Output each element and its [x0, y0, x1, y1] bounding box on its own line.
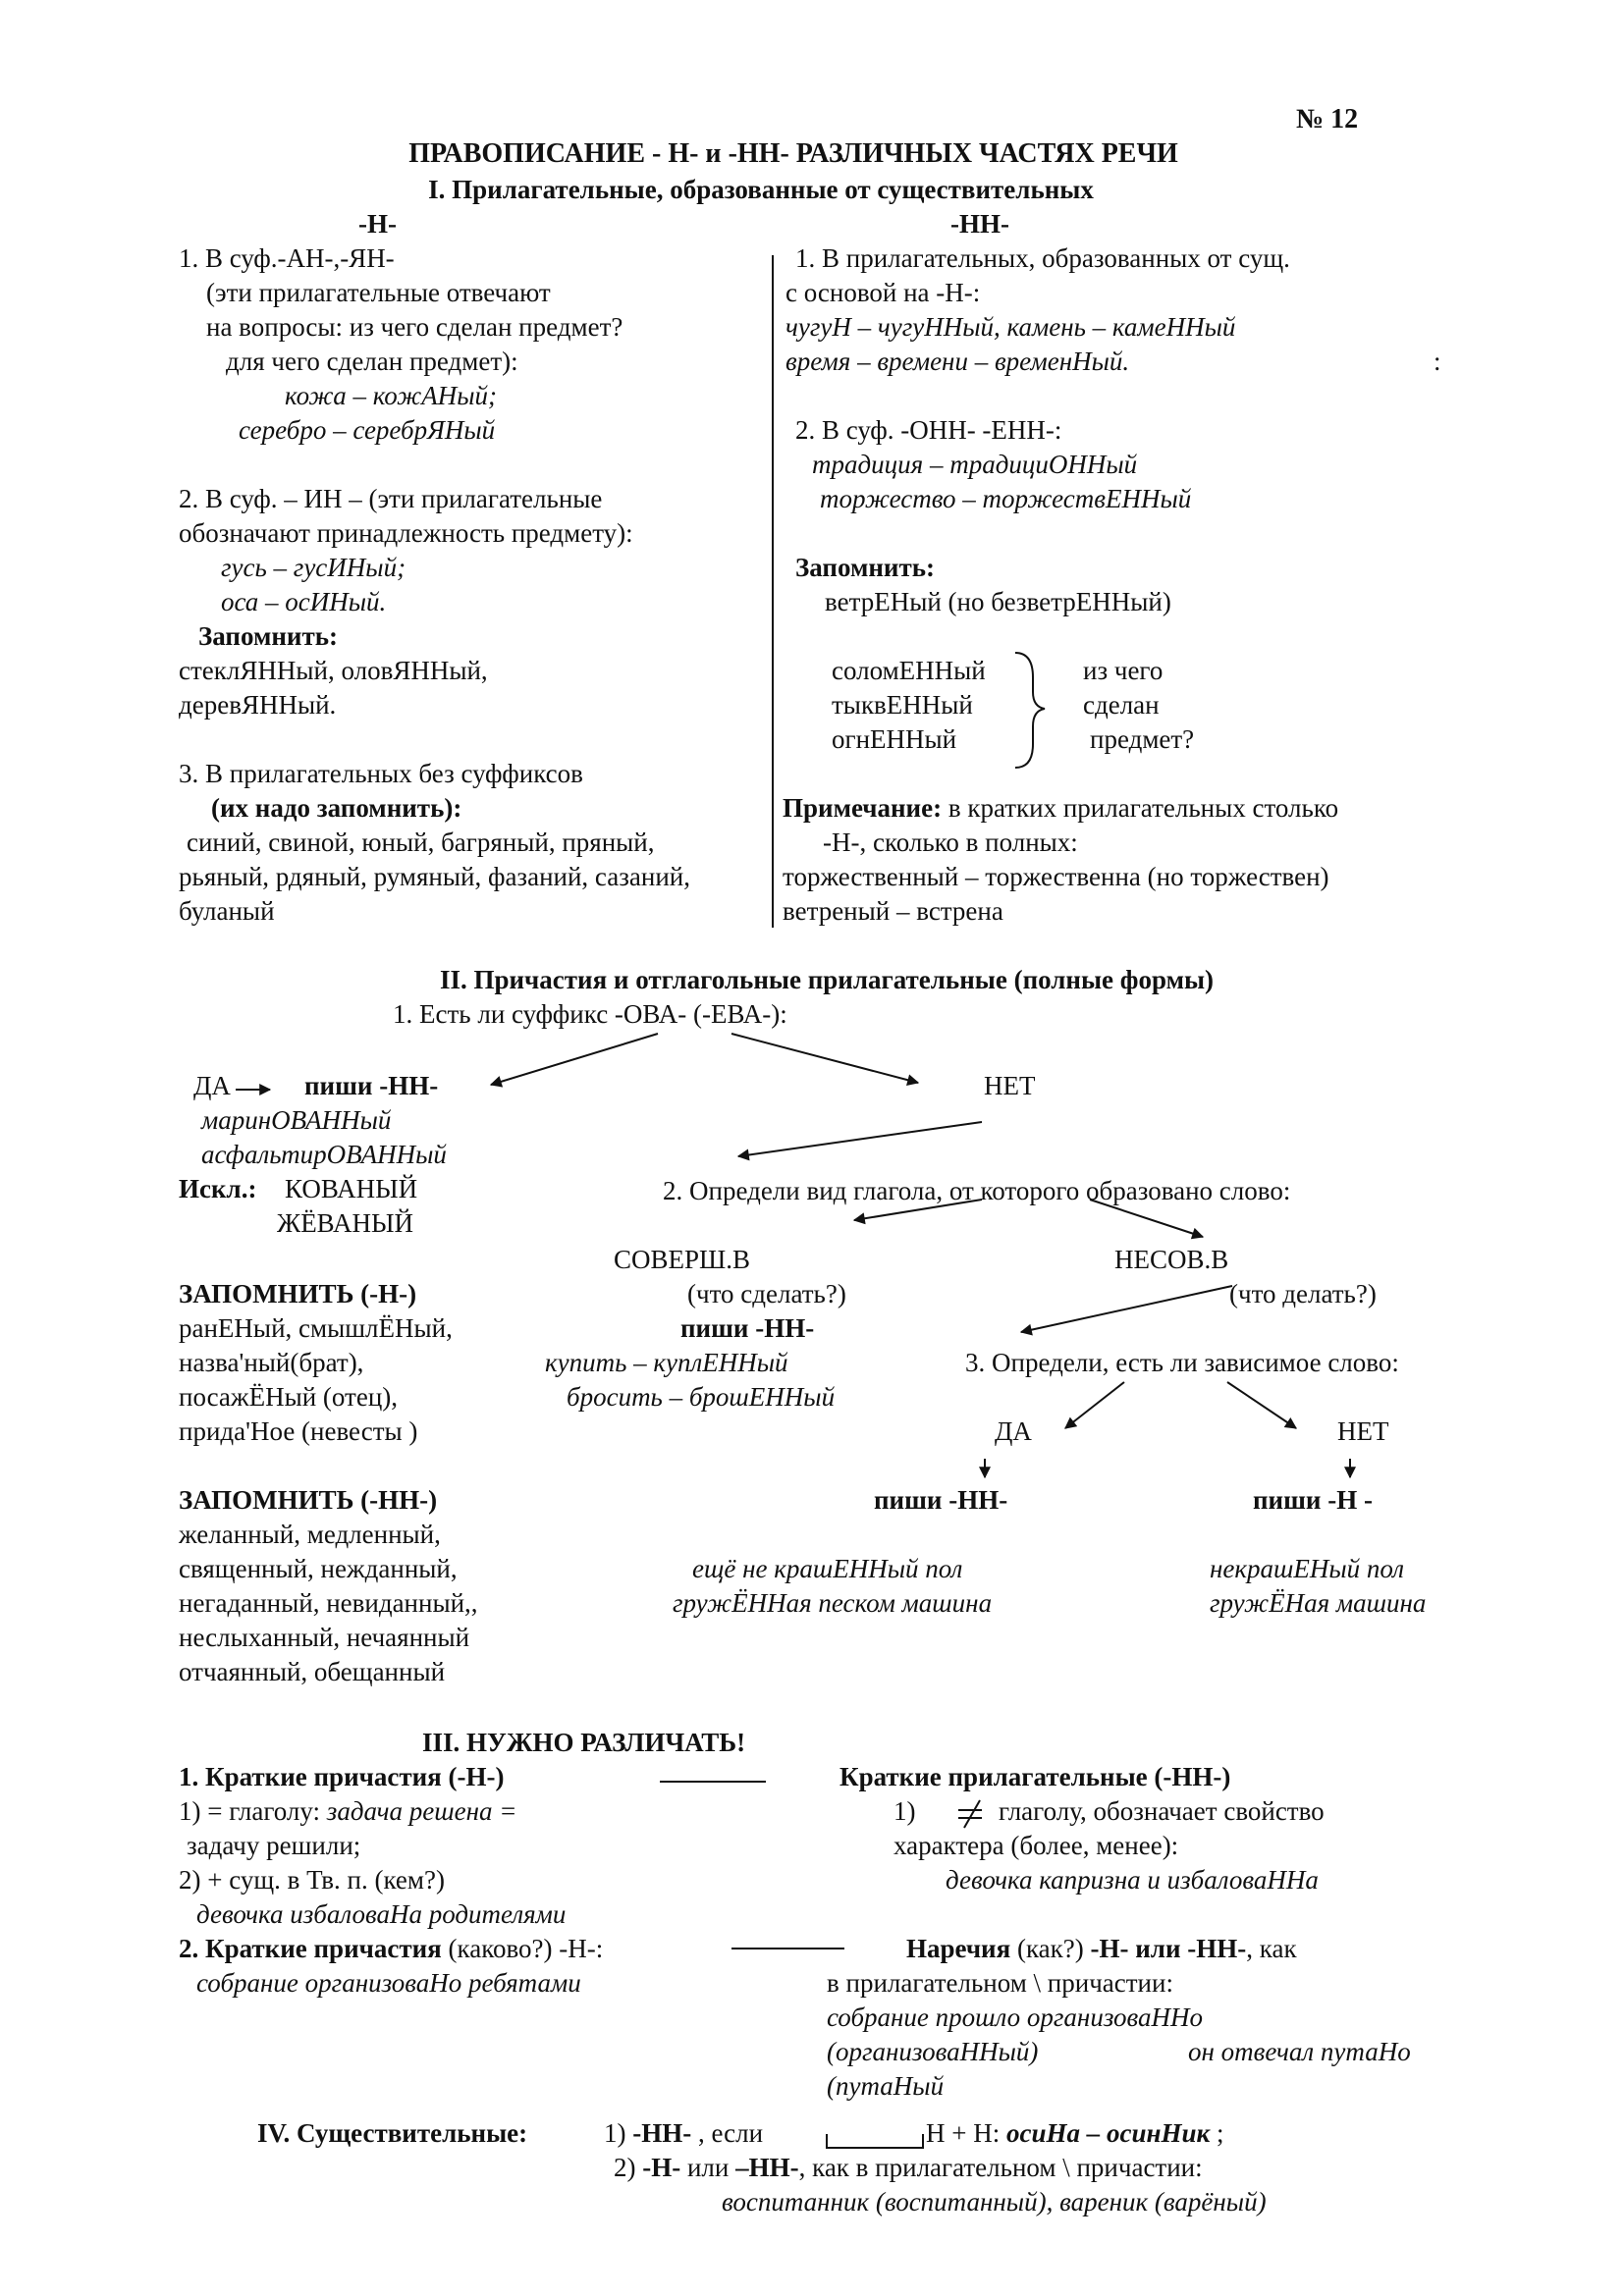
root-bracket-icon: [827, 2134, 923, 2148]
ova-example: маринОВАННый: [201, 1105, 392, 1135]
remember-n-item: ранЕНый, смышлЁНый,: [179, 1313, 453, 1343]
perfective-question: (что сделать?): [687, 1279, 846, 1308]
brace-word: соломЕННый: [832, 656, 986, 685]
note-line: [783, 795, 1338, 822]
adverb-example: (организоваННый): [827, 2037, 1039, 2066]
arrow-no-to-q2: [738, 1122, 982, 1156]
short-adjectives-title: Краткие прилагательные (-НН-): [839, 1762, 1231, 1791]
adverb-example: (путаНый: [827, 2071, 945, 2101]
section-2-heading: II. Причастия и отглагольные прилагательные (полные формы): [439, 965, 1215, 994]
sp-line: 1) = глаголу: задача решена =: [179, 1796, 517, 1826]
left-line: рьяный, рдяный, румяный, фазаний, сазаний,: [179, 862, 690, 891]
remember-nn-item: отчаянный, обещанный: [179, 1657, 446, 1686]
right-line: торжественный – торжественна (но торжествен): [783, 862, 1329, 891]
sp-line: 2) + сущ. в Тв. п. (кем?): [179, 1865, 445, 1895]
exception-word: КОВАНЫЙ: [285, 1174, 418, 1203]
brace-note: сделан: [1083, 690, 1160, 720]
brace-note: из чего: [1083, 656, 1164, 685]
right-example: чугуН – чугуННый, камень – камеННый: [785, 312, 1236, 342]
adverbs-title: Наречия (как?) -Н- или -НН-, как: [906, 1934, 1297, 1963]
remember-n-item: назва'ный(брат),: [179, 1348, 364, 1377]
left-line: буланый: [179, 896, 275, 926]
short-participles-2: 2. Краткие причастия (каково?) -Н-:: [179, 1934, 604, 1963]
sa-example: девочка капризна и избаловаННа: [946, 1865, 1319, 1895]
left-line: на вопросы: из чего сделан предмет?: [206, 312, 623, 342]
page-title: ПРАВОПИСАНИЕ - Н- и -НН- РАЗЛИЧНЫХ ЧАСТЯХ РЕЧИ: [408, 138, 1178, 169]
dependent-example: ещё не крашЕННый пол: [692, 1554, 963, 1583]
right-example: время – времени – временНый.: [785, 347, 1130, 376]
brace-word: огнЕННый: [832, 724, 957, 754]
imperfective-question: (что делать?): [1229, 1279, 1377, 1308]
arrow-to-no2: [1227, 1382, 1296, 1428]
arrow-to-yes: [491, 1034, 658, 1085]
ova-example: асфальтирОВАННый: [201, 1140, 447, 1169]
left-line: обозначают принадлежность предмету):: [179, 518, 633, 548]
left-line: синий, свиной, юный, багряный, пряный,: [187, 828, 655, 857]
note-label: Примечание:: [783, 793, 943, 823]
sa-line: характера (более, менее):: [893, 1831, 1179, 1860]
sp-line: задачу решили;: [187, 1831, 361, 1860]
remember-nn-item: священный, нежданный,: [179, 1554, 458, 1583]
left-example: серебро – серебрЯНый: [239, 415, 496, 445]
remember-nn-item: негаданный, невиданный,,: [179, 1588, 478, 1618]
dependent-example: гружЁННая песком машина: [673, 1588, 993, 1618]
adverb-line: в прилагательном \ причастии:: [827, 1968, 1173, 1998]
write-n-2: пиши -Н -: [1253, 1485, 1373, 1515]
no-dependent-example: гружЁНая машина: [1210, 1588, 1427, 1618]
sa-line: 1): [893, 1796, 916, 1826]
arrow-imperf-to-q3: [1021, 1286, 1232, 1332]
perfective-label: СОВЕРШ.В: [614, 1245, 751, 1274]
section-4-heading: IV. Существительные:: [257, 2118, 528, 2148]
right-line: 1. В прилагательных, образованных от сущ.: [795, 243, 1290, 273]
sa-line: глаголу, обозначает свойство: [999, 1796, 1325, 1826]
question-2: 2. Определи вид глагола, от которого образовано слово:: [663, 1176, 1291, 1205]
no-label: НЕТ: [984, 1071, 1036, 1100]
left-line: 1. В суф.-АН-,-ЯН-: [179, 243, 395, 273]
left-example: кожа – кожАНый;: [285, 381, 497, 410]
noun-rule-1-end: Н + Н: осиНа – осинНик ;: [926, 2118, 1224, 2148]
yes-label: ДА: [193, 1071, 231, 1100]
question-3: 3. Определи, есть ли зависимое слово:: [965, 1348, 1399, 1377]
adverb-example: собрание прошло организоваННо: [827, 2002, 1204, 2032]
col-n-heading: -Н-: [358, 209, 397, 239]
left-line: 3. В прилагательных без суффиксов: [179, 759, 583, 788]
left-example: оса – осИНый.: [221, 587, 387, 616]
left-line: деревЯННый.: [179, 690, 337, 720]
perfective-example: бросить – брошЕННый: [567, 1382, 836, 1412]
yes2-label: ДА: [995, 1416, 1032, 1446]
brace-word: тыквЕННый: [832, 690, 973, 720]
brace-note: предмет?: [1090, 724, 1195, 754]
write-nn: пиши -НН-: [304, 1071, 439, 1100]
left-remember: Запомнить:: [198, 621, 338, 651]
doc-number: № 12: [1296, 104, 1359, 134]
right-line: 2. В суф. -ОНН- -ЕНН-:: [795, 415, 1062, 445]
noun-rule-1: 1) -НН- , если: [604, 2118, 764, 2148]
right-remember: Запомнить:: [795, 553, 935, 582]
short-participles-title: 1. Краткие причастия (-Н-): [179, 1762, 505, 1791]
remember-nn-item: неслыханный, нечаянный: [179, 1623, 470, 1652]
left-line: для чего сделан предмет):: [226, 347, 518, 376]
right-example: торжество – торжествЕННый: [820, 484, 1192, 513]
noun-rule-2-example: воспитанник (воспитанный), вареник (варёный): [722, 2187, 1267, 2216]
col-nn-heading: -НН-: [950, 209, 1009, 239]
no2-label: НЕТ: [1337, 1416, 1389, 1446]
imperfective-label: НЕСОВ.В: [1114, 1245, 1229, 1274]
right-line: с основой на -Н-:: [785, 278, 981, 307]
perfective-example: купить – куплЕННый: [545, 1348, 788, 1377]
right-line: ветреный – встрена: [783, 896, 1003, 926]
write-nn-2: пиши -НН-: [874, 1485, 1008, 1515]
remember-n-heading: ЗАПОМНИТЬ (-Н-): [179, 1279, 417, 1308]
section-3-heading: III. НУЖНО РАЗЛИЧАТЬ!: [422, 1728, 746, 1757]
sp2-example: собрание организоваНо ребятами: [196, 1968, 581, 1998]
no-dependent-example: некрашЕНый пол: [1210, 1554, 1405, 1583]
right-line: ветрЕНый (но безветрЕННый): [825, 587, 1171, 616]
remember-nn-heading: ЗАПОМНИТЬ (-НН-): [179, 1485, 438, 1515]
sp-example: девочка избаловаНа родителями: [196, 1899, 567, 1929]
right-example: традиция – традициОННый: [812, 450, 1138, 479]
question-1: 1. Есть ли суффикс -ОВА- (-ЕВА-):: [393, 999, 787, 1029]
exception-label: Искл.:: [179, 1174, 257, 1203]
arrow-to-no: [731, 1034, 918, 1083]
brace-icon: [1015, 653, 1045, 768]
remember-n-item: прида'Ное (невесты ): [179, 1416, 418, 1446]
section-1-heading: I. Прилагательные, образованные от существительных: [428, 175, 1094, 204]
arrow-to-yes2: [1065, 1382, 1124, 1428]
left-example: гусь – гусИНый;: [221, 553, 406, 582]
stray-colon: :: [1434, 347, 1441, 376]
remember-nn-item: желанный, медленный,: [179, 1520, 441, 1549]
noun-rule-2: 2) -Н- или –НН-, как в прилагательном \ причастии:: [614, 2153, 1203, 2182]
remember-n-item: посажЁНый (отец),: [179, 1382, 399, 1412]
exception-word: ЖЁВАНЫЙ: [277, 1208, 414, 1238]
left-line: (эти прилагательные отвечают: [206, 278, 551, 307]
perfective-write: пиши -НН-: [680, 1313, 815, 1343]
left-line: стеклЯННый, оловЯННый,: [179, 656, 488, 685]
right-line: -Н-, сколько в полных:: [823, 828, 1078, 857]
left-remember-note: (их надо запомнить):: [211, 793, 462, 823]
note-text: в кратких прилагательных столько: [942, 793, 1339, 823]
left-line: 2. В суф. – ИН – (эти прилагательные: [179, 484, 603, 513]
adverb-example: он отвечал путаНо: [1188, 2037, 1411, 2066]
